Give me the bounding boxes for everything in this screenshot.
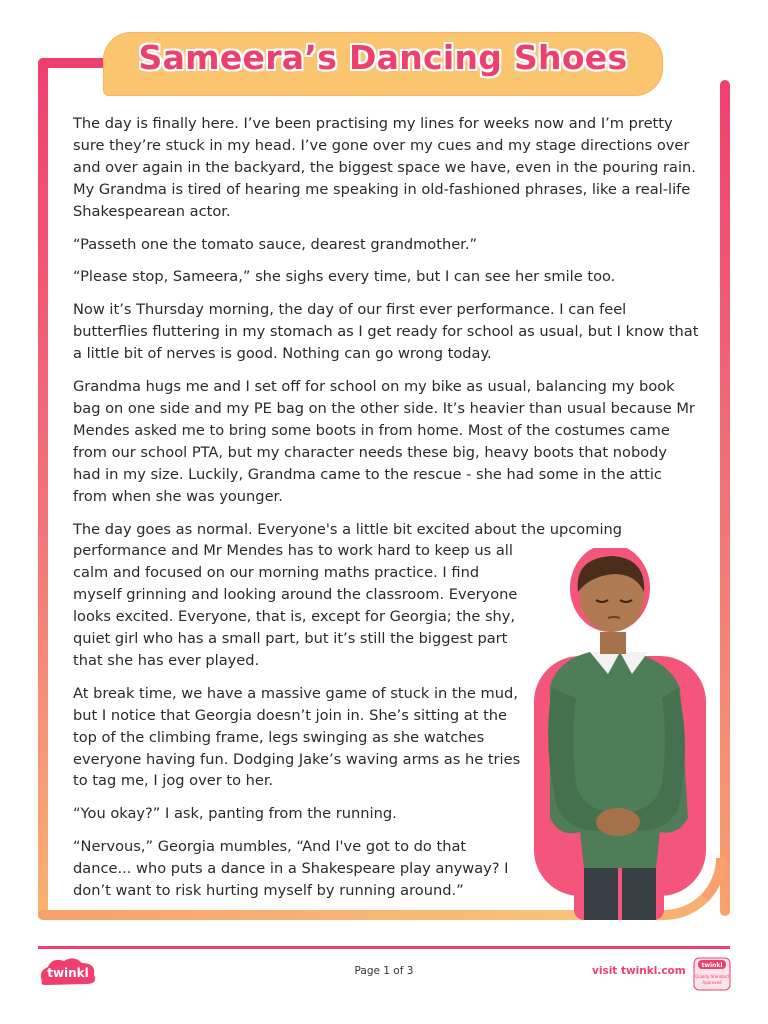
paragraph-8: “You okay?” I ask, panting from the running.	[73, 805, 397, 823]
paragraph-6-rest: performance and Mr Mendes has to work hard to keep us all calm and focused on our morning maths practice. I find myself grinning and looking around the classroom. Everyone looks excited. Everyone, that is, except for Georgia; the shy, quiet girl who has a small part, but it’s still the biggest part that she has ever played.	[73, 542, 518, 669]
frame-right-border	[720, 80, 730, 916]
paragraph-1: The day is finally here. I’ve been practising my lines for weeks now and I’m pretty sure they’re stuck in my head. I’ve gone over my cues and my stage directions over and over again in the backyard, the biggest space we have, even in the pouring rain. My Grandma is tired of hearing me speaking in old-fashioned phrases, like a real-life Shakespearean actor.	[73, 115, 696, 220]
badge-approved-text: Approved	[702, 980, 722, 985]
footer-divider	[38, 946, 730, 949]
paragraph-4: Now it’s Thursday morning, the day of our first ever performance. I can feel butterflies fluttering in my stomach as I get ready for school as usual, but I know that a little bit of nerves is good. Nothing can go wrong today.	[73, 301, 699, 363]
paragraph-7: At break time, we have a massive game of stuck in the mud, but I notice that Georgia doesn’t join in. She’s sitting at the top of the climbing frame, legs swinging as she watches everyone having fun. Dodging Jake’s waving arms as he tries to tag me, I jog over to her.	[73, 684, 521, 790]
paragraph-6-first-line: The day goes as normal. Everyone's a little bit excited about the upcoming	[73, 520, 623, 538]
badge-quality-text: Quality Standard	[695, 974, 729, 979]
frame-left-border	[38, 58, 48, 920]
page-number: Page 1 of 3	[354, 965, 414, 977]
badge-brand-text: twinkl	[701, 962, 723, 969]
twinkl-logo-text: twinkl	[47, 966, 89, 980]
visit-link[interactable]: visit twinkl.com	[592, 965, 686, 977]
boy-illustration	[528, 548, 716, 920]
paragraph-5: Grandma hugs me and I set off for school on my bike as usual, balancing my book bag on one side and my PE bag on the other side. It’s heavier than usual because Mr Mendes asked me to bring some boots in from home. Most of the costumes came from our school PTA, but my character needs these big, heavy boots that nobody had in my size. Luckily, Grandma came to the rescue - she had some in the attic from when she was younger.	[73, 378, 695, 505]
page-title: Sameera’s Dancing Shoes	[138, 38, 628, 77]
paragraph-9: “Nervous,” Georgia mumbles, “And I've got to do that dance... who puts a dance in a Shakespeare play anyway? I don’t want to risk hurting myself by running around.”	[73, 838, 509, 900]
twinkl-logo[interactable]	[36, 955, 100, 987]
quality-badge-icon	[692, 954, 732, 994]
paragraph-3: “Please stop, Sameera,” she sighs every time, but I can see her smile too.	[73, 268, 616, 286]
paragraph-2: “Passeth one the tomato sauce, dearest grandmother.”	[73, 235, 478, 253]
